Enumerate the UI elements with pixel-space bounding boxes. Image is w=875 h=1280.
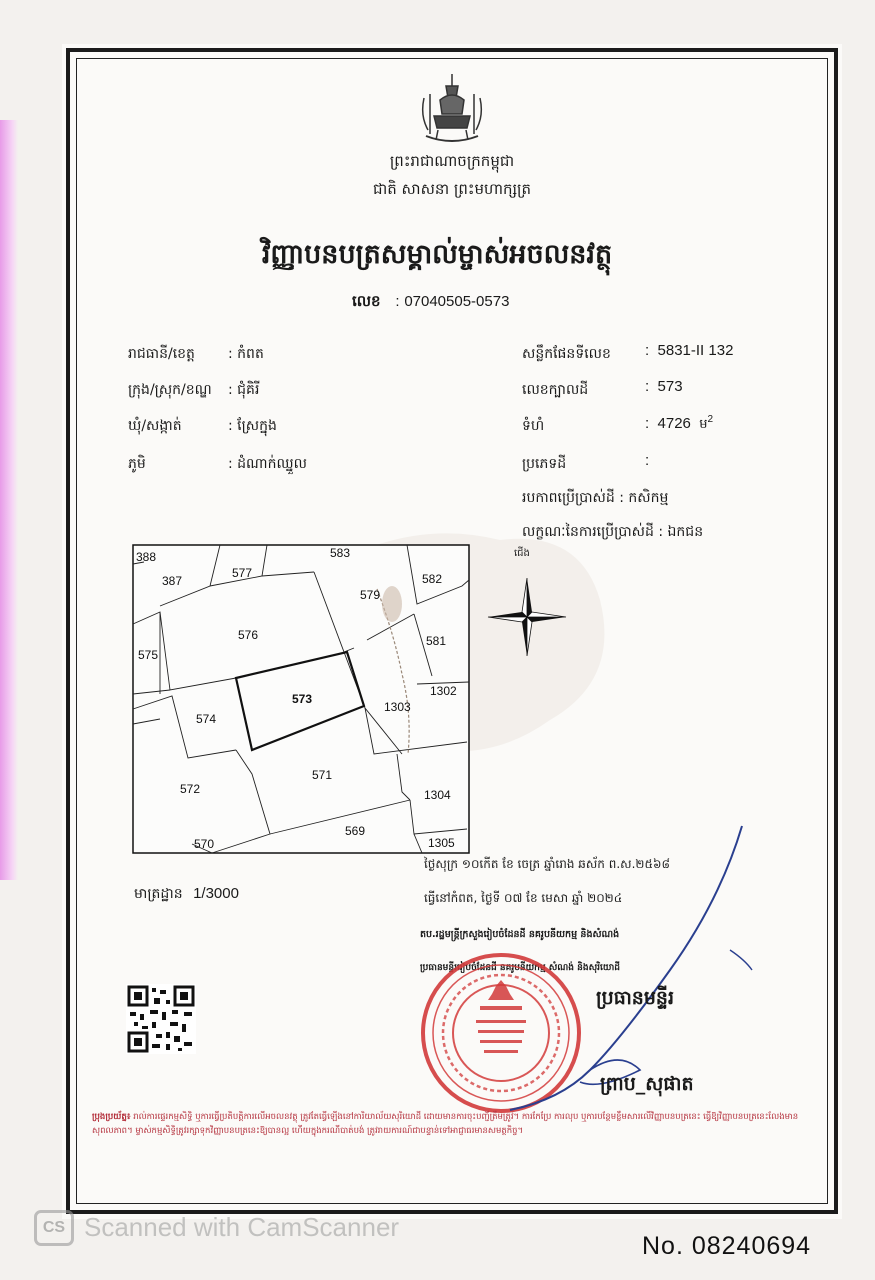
- parcel-label: 569: [345, 824, 366, 838]
- map-sheet-label: សន្លឹកផែនទីលេខ: [522, 346, 611, 362]
- parcel-label: 574: [196, 712, 217, 726]
- scale-value: 1/3000: [193, 885, 239, 902]
- scale-label: មាត្រដ្ឋាន: [134, 886, 183, 902]
- village-label: ភូមិ: [128, 456, 146, 472]
- scale: [134, 884, 239, 905]
- certificate-number-label: លេខ: [352, 292, 381, 310]
- issue-date: ធ្វើនៅកំពត, ថ្ងៃទី ០៧ ខែ មេសា ឆ្នាំ ២០២៤: [424, 891, 623, 905]
- area-value: : 4726 ម$^2$: [645, 414, 714, 432]
- certificate-number: [352, 292, 509, 314]
- province-label: រាជធានី/ខេត្ត: [128, 346, 195, 362]
- parcel-label: 1304: [424, 788, 451, 802]
- legal-warning-label: ប្រុងប្រយ័ត្ន៖: [92, 1112, 131, 1122]
- parcel-label: 1305: [428, 836, 455, 850]
- parcel-label: 1303: [384, 700, 411, 714]
- legal-warning: [92, 1110, 816, 1166]
- parcel-number-value: : 573: [645, 378, 683, 395]
- village-value: : ដំណាក់ឈ្នួល: [228, 456, 307, 472]
- land-type-label: ប្រភេទដី: [522, 456, 567, 472]
- page-edge-highlight: [0, 120, 18, 880]
- signatory-name: ព្រាប_សុផាត: [600, 1073, 694, 1095]
- land-type-value: :: [645, 452, 658, 469]
- commune-label: ឃុំ/សង្កាត់: [128, 418, 182, 434]
- lunar-date: ថ្ងៃសុក្រ ១០កើត ខែ ចេត្រ ឆ្នាំរោង ឆស័ក ព.ស.២៥៦៨: [424, 857, 670, 871]
- parcel-label: 582: [422, 572, 443, 586]
- land-use-nature-label: លក្ខណៈនៃការប្រើប្រាស់ដី : ឯកជន: [522, 524, 704, 540]
- qr-code-icon: [126, 984, 196, 1054]
- department-director-line: ប្រធានមន្ទីររៀបចំដែនដី នគរូបនីយកម្ម សំណង់ និងសុរិយោដី: [420, 963, 620, 973]
- parcel-label: 387: [162, 574, 183, 588]
- certificate-number-value: 07040505-0573: [404, 293, 510, 310]
- province-value: : កំពត: [228, 346, 264, 362]
- parcel-label: 570: [194, 837, 215, 851]
- district-label: ក្រុង/ស្រុក/ខណ្ឌ: [128, 382, 212, 398]
- certificate-number-colon: :: [395, 293, 400, 310]
- parcel-label: 581: [426, 634, 447, 648]
- serial-number: No. 08240694: [642, 1232, 812, 1260]
- parcel-label: 388: [136, 550, 157, 564]
- royal-emblem-icon: [412, 68, 492, 150]
- parcel-label: 576: [238, 628, 259, 642]
- signatory-title: ប្រធានមន្ទីរ: [596, 987, 675, 1009]
- parcel-label: 583: [330, 546, 351, 560]
- map-sheet-value: : 5831-II 132: [645, 342, 734, 359]
- national-motto: ជាតិ សាសនា ព្រះមហាក្សត្រ: [372, 180, 532, 198]
- parcel-number-label: លេខក្បាលដី: [522, 382, 589, 398]
- kingdom-title: ព្រះរាជាណាចក្រកម្ពុជា: [389, 152, 515, 170]
- parcel-label: 572: [180, 782, 201, 796]
- north-label: ជើង: [514, 548, 530, 559]
- scanner-watermark: Scanned with CamScanner: [84, 1212, 400, 1242]
- compass-rose-icon: [486, 576, 568, 658]
- parcel-label: 571: [312, 768, 333, 782]
- commune-value: : ស្រែក្នុង: [228, 418, 277, 434]
- district-value: : ជុំគិរី: [228, 382, 260, 398]
- ministry-delegation: តប.រដ្ឋមន្ត្រីក្រសួងរៀបចំដែនដី នគរូបនីយកម្ម និងសំណង់: [420, 929, 620, 940]
- parcel-label: 579: [360, 588, 381, 602]
- area-label: ទំហំ: [522, 418, 545, 434]
- parcel-label-selected: 573: [292, 692, 313, 706]
- camscanner-logo-icon: CS: [34, 1210, 74, 1246]
- parcel-label: 575: [138, 648, 159, 662]
- parcel-label: 1302: [430, 684, 457, 698]
- certificate-title: វិញ្ញាបនបត្រសម្គាល់ម្ចាស់អចលនវត្ថុ: [261, 239, 613, 270]
- legal-warning-text: រាល់ការផ្ទេរកម្មសិទ្ធិ ឬការធ្វើប្រតិបត្តិការលើអចលនវត្ថុ ត្រូវតែធ្វើឡើងនៅការិយាល័យសុរិយោដី ដោយមានការចុះបញ្ជីត្រឹមត្រូវ។ ការកែប្រែ ការលុប ឬការបន្ថែមខ្លឹមសារលើវិញ្ញាបនបត្រនេះ ធ្វើឱ្យវិញ្ញាបនបត្រនេះលែងមានសុពលភាព។ ម្ចាស់កម្មសិទ្ធិត្រូវរក្សាទុកវិញ្ញាបនបត្រនេះឱ្យបានល្អ ហើយក្នុងករណីបាត់បង់ ត្រូវរាយការណ៍ជាបន្ទាន់ទៅអាជ្ញាធរមានសមត្ថកិច្ច។: [92, 1112, 799, 1136]
- parcel-label: 577: [232, 566, 253, 580]
- land-use-label: របកាពប្រើប្រាស់ដី : កសិកម្ម: [522, 490, 669, 506]
